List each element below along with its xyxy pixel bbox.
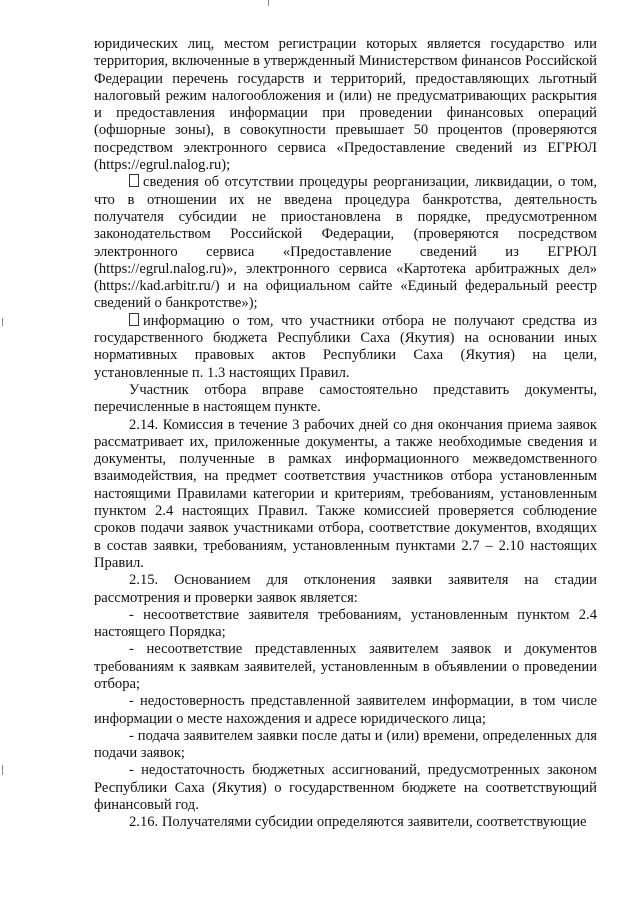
paragraph-2: сведения об отсутствии процедуры реорганизации, ликвидации, о том, что в отношении их не введена процедура банкротства, деятельность получателя субсидии не приостановлена в порядке, предусмотренном законодательством Российской Федерации, (проверяются посредством электронного сервиса «Предоставление сведений из ЕГРЮЛ (https://egrul.nalog.ru)», электронного сервиса «Картотека арбитражных дел» (https://kad.arbitr.ru/) и на официальном сайте «Единый федеральный реестр сведений о банкротстве»); [94,174,597,312]
document-page [94,36,597,832]
list-item: - недостаточность бюджетных ассигнований, предусмотренных законом Республики Саха (Якутия) о государственном бюджете на соответствующий финансовый год. [94,762,597,814]
list-item: - недостоверность представленной заявителем информации, в том числе информации о месте нахождения и адресе юридического лица; [94,693,597,727]
paragraph-6: 2.15. Основанием для отклонения заявки заявителя на стадии рассмотрения и проверки заявок является: [94,572,597,606]
scan-artifact [2,765,3,775]
list-item: - несоответствие заявителя требованиям, установленным пунктом 2.4 настоящего Порядка; [94,606,597,641]
paragraph-1: юридических лиц, местом регистрации которых является государство или территория, включенные в утвержденный Министерством финансов Российской Федерации перечень государств и территорий, предоставляющих льготный налоговый режим налогообложения и (или) не предусматривающих раскрытия и предоставления информации при проведении финансовых операций (офшорные зоны), в совокупности превышает 50 процентов (проверяются посредством электронного сервиса «Предоставление сведений из ЕГРЮЛ (https://egrul.nalog.ru); [94,36,597,174]
paragraph-last: 2.16. Получателями субсидии определяются заявители, соответствующие [129,814,587,831]
paragraph-4: Участник отбора вправе самостоятельно представить документы, перечисленные в настоящем пункте. [94,381,597,416]
list-item: - несоответствие представленных заявителем заявок и документов требованиям к заявкам заявителей, установленным в объявлении о проведении отбора; [94,641,597,692]
checkbox-bullet-icon [129,174,139,187]
scan-artifact [2,318,3,326]
paragraph-3: информацию о том, что участники отбора не получают средства из государственного бюджета Республики Саха (Якутия) на основании иных нормативных правовых актов Республики Саха (Якутия) на цели, установленные п. 1.3 настоящих Правил. [94,312,597,381]
checkbox-bullet-icon [129,313,139,326]
list-item: - подача заявителем заявки после даты и (или) времени, определенных для подачи заявок; [94,727,597,762]
paragraph-5: 2.14. Комиссия в течение 3 рабочих дней со дня окончания приема заявок рассматривает их, приложенные документы, а также необходимые сведения и документы, полученные в рамках информационного межведомственного взаимодействия, на предмет соответствия участников отбора установленным настоящими Правилами категории и критериям, требованиям, установленным пунктом 2.4 настоящих Правил. Также комиссией проверяется соблюдение сроков подачи заявок участниками отбора, соответствие документов, входящих в состав заявки, требованиям, установленным пунктами 2.7 – 2.10 настоящих Правил. [94,416,597,571]
scan-artifact [268,0,269,6]
